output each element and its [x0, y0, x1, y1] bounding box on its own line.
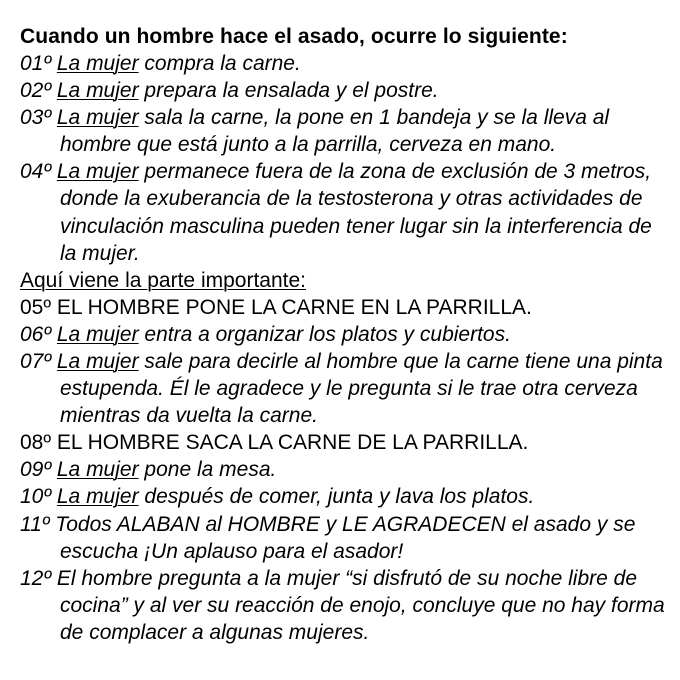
item-number: 02º [20, 79, 52, 103]
item-text: prepara la ensalada y el postre. [138, 79, 439, 103]
list-item-04 [20, 158, 670, 266]
item-subject: La mujer [56, 52, 139, 75]
item-subject: La mujer [56, 160, 139, 184]
item-subject: La mujer [56, 322, 139, 346]
list-item-05: 05º EL HOMBRE PONE LA CARNE EN LA PARRILLA. [20, 295, 532, 319]
list-item-03 [20, 104, 670, 158]
item-number: 10º [20, 485, 52, 509]
item-number: 03º [20, 106, 52, 130]
item-number: 09º [20, 458, 52, 482]
item-subject: La mujer [56, 485, 139, 509]
item-subject: La mujer [56, 349, 139, 373]
list-item-10 [20, 483, 670, 510]
item-text: sala la carne, la pone en 1 bandeja y se la lleva al hombre que está junto a la parrilla, cerveza en mano. [60, 106, 610, 157]
item-number: 04º [20, 160, 52, 184]
list-item-12: 12º El hombre pregunta a la mujer “si disfrutó de su noche libre de cocina” y al ver su reacción de enojo, concluye que no hay forma de complacer a algunas mujeres. [20, 566, 665, 644]
list-item-11: 11º Todos ALABAN al HOMBRE y LE AGRADECEN el asado y se escucha ¡Un aplauso para el asador! [20, 512, 636, 563]
item-subject: La mujer [56, 79, 139, 103]
item-text: permanece fuera de la zona de exclusión de 3 metros, donde la exuberancia de la testosterona y otras actividades de vinculación masculina pueden tener lugar sin la interferencia de la mujer. [60, 160, 652, 265]
list-item-07 [20, 348, 670, 429]
list-item-06 [20, 321, 670, 348]
list-item-01 [20, 50, 670, 77]
list-item-09 [20, 456, 670, 483]
document-title: Cuando un hombre hace el asado, ocurre lo siguiente: [20, 25, 568, 48]
item-subject: La mujer [56, 106, 139, 130]
section-heading: Aquí viene la parte importante: [20, 268, 307, 292]
item-text: pone la mesa. [138, 458, 277, 482]
item-text: sale para decirle al hombre que la carne tiene una pinta estupenda. Él le agradece y le pregunta si le trae otra cerveza mientras da vuelta la carne. [60, 349, 663, 428]
item-text: entra a organizar los platos y cubiertos. [138, 322, 511, 346]
list-item-08: 08º EL HOMBRE SACA LA CARNE DE LA PARRILLA. [20, 431, 529, 455]
item-number: 01º [20, 52, 52, 75]
item-number: 07º [20, 349, 52, 373]
item-text: después de comer, junta y lava los platos. [138, 485, 535, 509]
item-number: 06º [20, 322, 52, 346]
item-text: compra la carne. [138, 52, 301, 75]
item-subject: La mujer [56, 458, 139, 482]
list-item-02 [20, 77, 670, 104]
